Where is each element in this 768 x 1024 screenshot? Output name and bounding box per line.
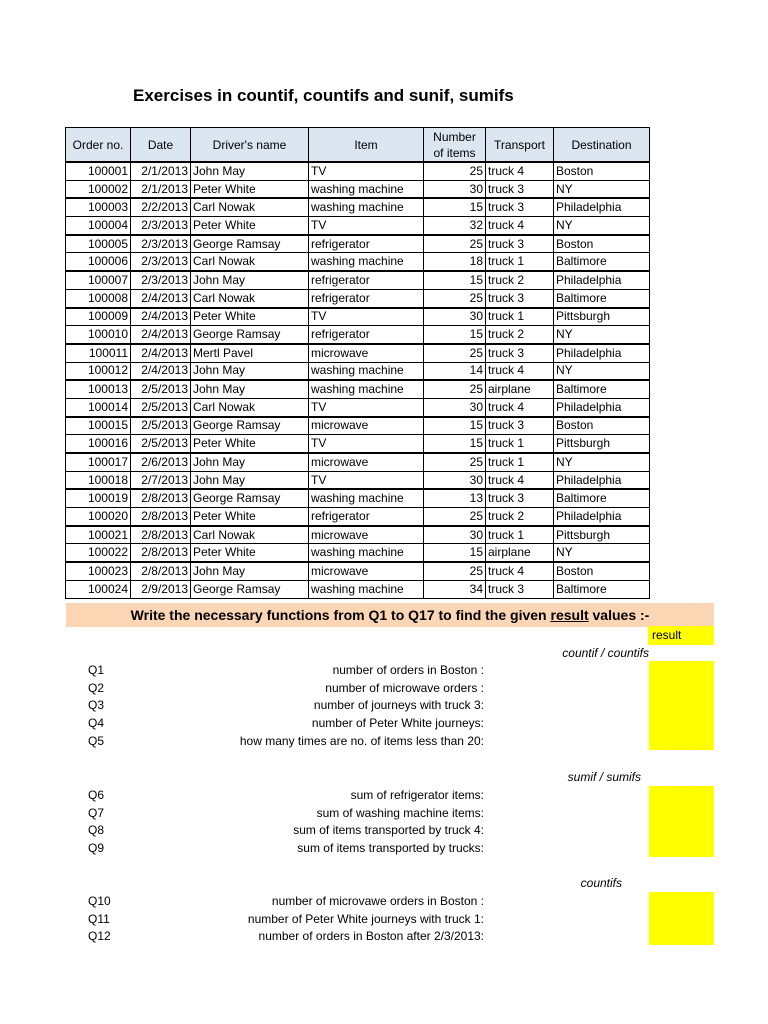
table-cell[interactable]: Peter White: [191, 544, 309, 562]
table-cell[interactable]: refrigerator: [309, 326, 424, 344]
table-cell[interactable]: 2/4/2013: [131, 362, 191, 380]
table-cell[interactable]: truck 3: [486, 344, 554, 362]
table-cell[interactable]: washing machine: [309, 580, 424, 598]
table-cell[interactable]: George Ramsay: [191, 235, 309, 253]
table-cell[interactable]: Peter White: [191, 180, 309, 198]
table-header-row: [66, 128, 650, 163]
table-cell[interactable]: refrigerator: [309, 289, 424, 307]
table-row: [66, 362, 650, 380]
table-cell[interactable]: 2/4/2013: [131, 289, 191, 307]
table-cell[interactable]: 2/4/2013: [131, 326, 191, 344]
table-cell[interactable]: 100006: [66, 253, 131, 271]
table-cell[interactable]: truck 2: [486, 326, 554, 344]
table-cell[interactable]: 100023: [66, 562, 131, 580]
table-cell[interactable]: 14: [424, 362, 486, 380]
table-cell[interactable]: 2/5/2013: [131, 380, 191, 398]
table-cell[interactable]: 25: [424, 453, 486, 471]
table-cell[interactable]: microwave: [309, 344, 424, 362]
table-cell[interactable]: 100010: [66, 326, 131, 344]
table-cell[interactable]: 100015: [66, 417, 131, 435]
table-cell[interactable]: Carl Nowak: [191, 526, 309, 544]
table-row: [66, 217, 650, 235]
table-cell[interactable]: 100005: [66, 235, 131, 253]
table-row: [66, 326, 650, 344]
table-cell[interactable]: NY: [554, 362, 650, 380]
question-text: number of Peter White journeys:: [311, 716, 484, 731]
table-cell[interactable]: microwave: [309, 562, 424, 580]
table-cell[interactable]: 2/7/2013: [131, 471, 191, 489]
table-cell[interactable]: George Ramsay: [191, 489, 309, 507]
table-cell[interactable]: NY: [554, 326, 650, 344]
question-text: sum of items transported by truck 4:: [293, 823, 484, 838]
table-row: [66, 162, 650, 180]
section-label: sumif / sumifs: [567, 770, 641, 784]
table-cell[interactable]: 15: [424, 326, 486, 344]
table-cell[interactable]: Baltimore: [554, 289, 650, 307]
table-cell[interactable]: washing machine: [309, 544, 424, 562]
table-cell[interactable]: 2/1/2013: [131, 162, 191, 180]
table-row: [66, 289, 650, 307]
table-cell[interactable]: Peter White: [191, 308, 309, 326]
table-cell[interactable]: 100002: [66, 180, 131, 198]
table-cell[interactable]: truck 3: [486, 198, 554, 216]
table-cell[interactable]: 15: [424, 435, 486, 453]
table-cell[interactable]: airplane: [486, 544, 554, 562]
table-cell[interactable]: TV: [309, 162, 424, 180]
table-cell[interactable]: NY: [554, 217, 650, 235]
table-cell[interactable]: 25: [424, 562, 486, 580]
table-cell[interactable]: 2/8/2013: [131, 489, 191, 507]
table-cell[interactable]: 15: [424, 198, 486, 216]
table-cell[interactable]: refrigerator: [309, 235, 424, 253]
table-cell[interactable]: NY: [554, 453, 650, 471]
question-text: number of orders in Boston after 2/3/2013:: [258, 929, 484, 944]
table-cell[interactable]: truck 4: [486, 562, 554, 580]
table-row: [66, 271, 650, 289]
table-cell[interactable]: truck 4: [486, 217, 554, 235]
section-label: countif / countifs: [562, 646, 649, 660]
table-cell[interactable]: 2/5/2013: [131, 417, 191, 435]
orders-table: [65, 127, 650, 599]
question-id: Q10: [88, 894, 111, 908]
table-cell[interactable]: truck 3: [486, 289, 554, 307]
table-cell[interactable]: truck 2: [486, 271, 554, 289]
table-cell[interactable]: Carl Nowak: [191, 253, 309, 271]
table-cell[interactable]: Boston: [554, 162, 650, 180]
column-header: Order no.: [66, 128, 131, 163]
table-cell[interactable]: John May: [191, 471, 309, 489]
question-text: number of journeys with truck 3:: [313, 698, 484, 713]
table-row: [66, 198, 650, 216]
table-cell[interactable]: 100009: [66, 308, 131, 326]
table-cell[interactable]: washing machine: [309, 362, 424, 380]
table-cell[interactable]: 100003: [66, 198, 131, 216]
table-cell[interactable]: refrigerator: [309, 271, 424, 289]
table-cell[interactable]: TV: [309, 435, 424, 453]
table-cell[interactable]: 25: [424, 380, 486, 398]
table-cell[interactable]: 2/6/2013: [131, 453, 191, 471]
table-cell[interactable]: 100016: [66, 435, 131, 453]
table-cell[interactable]: 25: [424, 344, 486, 362]
table-cell[interactable]: Philadelphia: [554, 198, 650, 216]
table-cell[interactable]: Carl Nowak: [191, 289, 309, 307]
table-row: [66, 253, 650, 271]
table-cell[interactable]: truck 1: [486, 453, 554, 471]
column-header: Destination: [554, 128, 650, 163]
question-id: Q3: [88, 698, 105, 713]
table-cell[interactable]: 25: [424, 508, 486, 526]
table-cell[interactable]: John May: [191, 380, 309, 398]
table-cell[interactable]: 100001: [66, 162, 131, 180]
table-cell[interactable]: 100004: [66, 217, 131, 235]
table-cell[interactable]: 100019: [66, 489, 131, 507]
table-cell[interactable]: 2/3/2013: [131, 253, 191, 271]
table-cell[interactable]: truck 3: [486, 235, 554, 253]
table-cell[interactable]: 15: [424, 271, 486, 289]
table-cell[interactable]: 30: [424, 180, 486, 198]
table-cell[interactable]: 25: [424, 235, 486, 253]
table-cell[interactable]: Peter White: [191, 435, 309, 453]
table-cell[interactable]: truck 1: [486, 435, 554, 453]
section-label: countifs: [580, 876, 622, 890]
question-text: sum of items transported by trucks:: [297, 841, 484, 856]
column-header: Number of items: [424, 128, 486, 163]
table-cell[interactable]: truck 1: [486, 308, 554, 326]
table-cell[interactable]: Boston: [554, 235, 650, 253]
question-text: sum of washing machine items:: [316, 805, 484, 820]
question-text: number of orders in Boston :: [332, 663, 484, 677]
table-cell[interactable]: 30: [424, 308, 486, 326]
table-row: [66, 471, 650, 489]
table-cell[interactable]: 32: [424, 217, 486, 235]
table-cell[interactable]: washing machine: [309, 198, 424, 216]
banner-text-underlined: result: [550, 607, 589, 623]
table-cell[interactable]: 2/5/2013: [131, 398, 191, 416]
table-row: [66, 489, 650, 507]
table-cell[interactable]: 100021: [66, 526, 131, 544]
table-cell[interactable]: John May: [191, 362, 309, 380]
table-cell[interactable]: truck 3: [486, 489, 554, 507]
table-cell[interactable]: 2/3/2013: [131, 217, 191, 235]
table-cell[interactable]: 15: [424, 417, 486, 435]
table-row: [66, 344, 650, 362]
banner-text-after: values :-: [588, 607, 650, 623]
banner-text-before: Write the necessary functions from Q1 to Q17 to find the given: [130, 607, 551, 623]
question-id: Q2: [88, 680, 105, 695]
table-cell[interactable]: truck 3: [486, 580, 554, 598]
table-cell[interactable]: Philadelphia: [554, 508, 650, 526]
question-id: Q7: [88, 805, 105, 820]
table-cell[interactable]: George Ramsay: [191, 326, 309, 344]
table-row: [66, 435, 650, 453]
question-text: number of Peter White journeys with truck 1:: [247, 911, 484, 926]
table-cell[interactable]: TV: [309, 217, 424, 235]
table-cell[interactable]: truck 4: [486, 398, 554, 416]
column-header: Item: [309, 128, 424, 163]
table-cell[interactable]: 13: [424, 489, 486, 507]
table-row: [66, 308, 650, 326]
table-cell[interactable]: Carl Nowak: [191, 398, 309, 416]
table-cell[interactable]: George Ramsay: [191, 580, 309, 598]
question-id: Q8: [88, 823, 105, 838]
table-cell[interactable]: 100011: [66, 344, 131, 362]
table-cell[interactable]: 2/8/2013: [131, 562, 191, 580]
table-cell[interactable]: washing machine: [309, 380, 424, 398]
table-cell[interactable]: airplane: [486, 380, 554, 398]
table-row: [66, 398, 650, 416]
table-cell[interactable]: John May: [191, 162, 309, 180]
table-row: [66, 544, 650, 562]
table-cell[interactable]: Boston: [554, 417, 650, 435]
result-input-cells[interactable]: [649, 892, 714, 945]
table-cell[interactable]: George Ramsay: [191, 417, 309, 435]
table-cell[interactable]: 100014: [66, 398, 131, 416]
table-cell[interactable]: Philadelphia: [554, 344, 650, 362]
table-cell[interactable]: washing machine: [309, 489, 424, 507]
table-row: [66, 562, 650, 580]
result-input-cells[interactable]: [649, 786, 714, 857]
question-id: Q4: [88, 716, 105, 731]
table-cell[interactable]: John May: [191, 271, 309, 289]
table-row: [66, 508, 650, 526]
table-cell[interactable]: 100024: [66, 580, 131, 598]
question-id: Q9: [88, 841, 105, 856]
table-cell[interactable]: Pittsburgh: [554, 308, 650, 326]
table-cell[interactable]: NY: [554, 544, 650, 562]
table-cell[interactable]: 100008: [66, 289, 131, 307]
question-text: number of microvawe orders in Boston :: [271, 894, 484, 908]
table-cell[interactable]: Mertl Pavel: [191, 344, 309, 362]
table-cell[interactable]: Carl Nowak: [191, 198, 309, 216]
table-cell[interactable]: 25: [424, 162, 486, 180]
table-row: [66, 180, 650, 198]
table-cell[interactable]: TV: [309, 398, 424, 416]
table-row: [66, 380, 650, 398]
table-cell[interactable]: 2/8/2013: [131, 526, 191, 544]
table-row: [66, 417, 650, 435]
question-text: sum of refrigerator items:: [350, 788, 484, 802]
column-header: Transport: [486, 128, 554, 163]
question-id: Q6: [88, 788, 105, 802]
question-text: number of microwave orders :: [325, 680, 484, 695]
question-id: Q1: [88, 663, 105, 677]
question-id: Q11: [88, 911, 110, 926]
table-cell[interactable]: 2/3/2013: [131, 271, 191, 289]
table-cell[interactable]: 100007: [66, 271, 131, 289]
table-row: [66, 235, 650, 253]
table-cell[interactable]: microwave: [309, 453, 424, 471]
table-cell[interactable]: washing machine: [309, 253, 424, 271]
question-id: Q5: [88, 733, 105, 748]
table-cell[interactable]: truck 1: [486, 253, 554, 271]
result-input-cells[interactable]: [649, 661, 714, 750]
table-cell[interactable]: 100017: [66, 453, 131, 471]
table-row: [66, 580, 650, 598]
table-cell[interactable]: 100013: [66, 380, 131, 398]
table-cell[interactable]: Baltimore: [554, 380, 650, 398]
table-cell[interactable]: refrigerator: [309, 508, 424, 526]
table-cell[interactable]: Pittsburgh: [554, 526, 650, 544]
question-text: how many times are no. of items less than 20:: [239, 733, 484, 748]
table-cell[interactable]: 15: [424, 544, 486, 562]
page-title: Exercises in countif, countifs and sunif, sumifs: [133, 86, 514, 105]
table-cell[interactable]: Baltimore: [554, 580, 650, 598]
table-cell[interactable]: 2/5/2013: [131, 435, 191, 453]
table-cell[interactable]: Boston: [554, 562, 650, 580]
table-cell[interactable]: 30: [424, 471, 486, 489]
table-cell[interactable]: 2/4/2013: [131, 344, 191, 362]
table-cell[interactable]: Philadelphia: [554, 471, 650, 489]
table-cell[interactable]: Peter White: [191, 508, 309, 526]
table-cell[interactable]: NY: [554, 180, 650, 198]
result-header-cell[interactable]: result: [648, 626, 714, 645]
table-cell[interactable]: Baltimore: [554, 253, 650, 271]
table-cell[interactable]: Philadelphia: [554, 271, 650, 289]
table-cell[interactable]: 30: [424, 526, 486, 544]
table-cell[interactable]: 100018: [66, 471, 131, 489]
table-cell[interactable]: 2/4/2013: [131, 308, 191, 326]
table-cell[interactable]: truck 3: [486, 180, 554, 198]
table-cell[interactable]: truck 4: [486, 362, 554, 380]
table-cell[interactable]: 2/2/2013: [131, 198, 191, 216]
table-row: [66, 526, 650, 544]
table-cell[interactable]: 2/1/2013: [131, 180, 191, 198]
table-cell[interactable]: Philadelphia: [554, 398, 650, 416]
table-cell[interactable]: microwave: [309, 526, 424, 544]
table-row: [66, 453, 650, 471]
table-cell[interactable]: 2/3/2013: [131, 235, 191, 253]
table-cell[interactable]: truck 1: [486, 526, 554, 544]
table-cell[interactable]: truck 3: [486, 417, 554, 435]
table-cell[interactable]: 2/8/2013: [131, 508, 191, 526]
table-cell[interactable]: Baltimore: [554, 489, 650, 507]
instructions-banner: [66, 603, 714, 627]
table-cell[interactable]: 25: [424, 289, 486, 307]
table-cell[interactable]: TV: [309, 308, 424, 326]
table-cell[interactable]: 34: [424, 580, 486, 598]
table-cell[interactable]: 100020: [66, 508, 131, 526]
table-cell[interactable]: washing machine: [309, 180, 424, 198]
table-cell[interactable]: 100022: [66, 544, 131, 562]
table-cell[interactable]: 2/9/2013: [131, 580, 191, 598]
table-cell[interactable]: Pittsburgh: [554, 435, 650, 453]
table-cell[interactable]: 100012: [66, 362, 131, 380]
table-cell[interactable]: truck 4: [486, 162, 554, 180]
table-cell[interactable]: John May: [191, 453, 309, 471]
table-cell[interactable]: truck 4: [486, 471, 554, 489]
question-id: Q12: [88, 929, 111, 944]
table-cell[interactable]: TV: [309, 471, 424, 489]
table-cell[interactable]: Peter White: [191, 217, 309, 235]
table-cell[interactable]: John May: [191, 562, 309, 580]
column-header: Driver's name: [191, 128, 309, 163]
table-cell[interactable]: microwave: [309, 417, 424, 435]
table-cell[interactable]: 18: [424, 253, 486, 271]
table-cell[interactable]: 30: [424, 398, 486, 416]
column-header: Date: [131, 128, 191, 163]
table-cell[interactable]: truck 2: [486, 508, 554, 526]
table-cell[interactable]: 2/8/2013: [131, 544, 191, 562]
